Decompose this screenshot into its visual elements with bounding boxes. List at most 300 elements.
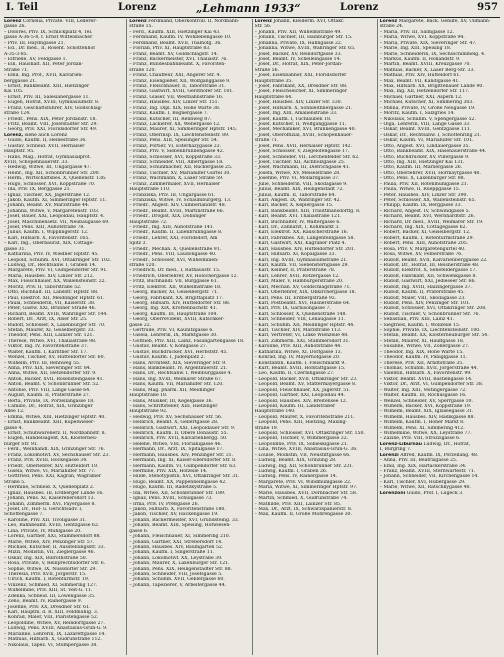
directory-entry: – Franz, Pens. XIII, Speisinger Str. 54. — [129, 138, 219, 144]
directory-entry: – Mathilde, Priv. XIII, Lainzer Str. 85. — [254, 501, 342, 507]
directory-entry: – Johann, Pens. XI, Kaiserebersdorf 13. — [4, 496, 95, 502]
directory-entry: – Rosa, Priv. V, Margaretengürtel 40. — [379, 246, 466, 252]
part-label: I. Teil — [6, 2, 38, 13]
directory-entry: – Leopold, Fleischhauer, XX, Jägerstr. 51. — [254, 387, 351, 393]
directory-entry: – Georg, Oberrevident, XVIII, Kutschker- — [129, 317, 225, 323]
directory-entry: – Hans, Bankbeamt. IV, Argentinierstr. 21. — [129, 366, 228, 371]
directory-entry: – Ernst, Schuhwarenerz. II, Nordbahnstr. 8. — [4, 431, 107, 437]
directory-entry: – Mathias, Priv. XIV, Hütteldorf 61. — [379, 73, 461, 79]
directory-entry: – Ludwig, Beamt. XIX, Grinzing 28. — [254, 458, 337, 464]
surname-right: Lorenz — [340, 2, 379, 13]
directory-entry: – Hedwig, Witwe, III, Ungargasse 47. — [4, 165, 92, 171]
directory-entry: – Katharina, Witwe, XI, Dorfgasse 13. — [254, 349, 343, 355]
directory-entry: – Johann, Fleischhauer, XI, Simmering 210. — [129, 534, 231, 540]
directory-entry: – Wilhelm, Kaufm. I, Hoher Markt 8. — [379, 420, 465, 426]
directory-entry: Kai 105. — [4, 89, 24, 95]
directory-entry: – Heinrich, Gastwirt, XXI, Leopoldauer Str. 9. — [129, 425, 236, 431]
directory-entry: – Ignaz, Pens. XVIII, Schulgasse 73. — [129, 496, 213, 502]
directory-entry: – Leopold, Bäcker, XVII, Ottakringer Str. 23. — [254, 376, 358, 382]
directory-entry: – Josef, Kutscher, II, Wolfganggasse 11. — [254, 122, 347, 128]
directory-entry: – Vinzenz, Schmied, XI, Simmering 127. — [4, 582, 98, 588]
directory-entry: – Ernst, Bankbeamt. XIII, Kupelwieser- — [4, 420, 95, 426]
directory-entry: – Ludwig, Kaufm. I, Graben 26. — [254, 469, 328, 475]
directory-entry: – Karl, Fabrikbes. XII, Längenfeldgasse 58. — [254, 235, 355, 241]
directory-entry: – Paul, Elektrot. XII, Meidlinger Hptstr. 61. — [4, 295, 105, 301]
directory-entry: – Julius, Beamt. XIX, Heiligenstadt 72. — [254, 187, 344, 193]
directory-entry: Hauptstr. 95. — [4, 149, 35, 155]
header-rule — [4, 17, 500, 18]
directory-entry: – Gustav, Beamt. V, Kohlgasse 27. — [129, 344, 208, 350]
directory-entry: – Marie, Hausbes. XVII, Dornbacher Str. 58. — [254, 490, 358, 496]
directory-entry: – Marianne, Lehrerin, IX, Lazarettgasse 14. — [4, 631, 106, 637]
directory-entry: – Georg, Hilfsarb. XIV, Hütteldorfer Str. 88. — [129, 300, 231, 306]
directory-entry: – Johann, Priv. XII, Wilhelmstraße 49. — [254, 29, 342, 35]
directory-entry: – Paula, Witwe, II, Rueppgasse 15. — [379, 187, 461, 193]
directory-entry: – Karl, Vertreter, VI, Linke Wienzeile 48. — [254, 333, 349, 339]
directory-entry: – Franz, Bundesbahnbeamt. X, Favoriten- — [129, 62, 226, 68]
directory-entry: – Josef, Ing. XIII, Amalienstraße 33. — [254, 111, 338, 117]
directory-entry: – Mathias, Bäcker, X, Laaer Berg-Str. 33. — [379, 67, 475, 73]
directory-entry: – Richard, Angest. IV, Schwindgasse 5. — [379, 208, 471, 214]
directory-entry: – Eugen, Handelsagent, XX, Klosterneu- — [4, 436, 98, 442]
directory-entry: – Leopoldine, Priv. IX, Sobieskigasse 21. — [254, 441, 349, 447]
directory-entry: – Rudolf, Gastwirt, XXI, Jedleseer Str. 66. — [379, 279, 476, 285]
directory-entry: – Fritz, Elektrot. XII, Wilhelmstraße 18. — [129, 284, 222, 290]
directory-entry: – Franz, Lackierer, XX, Webergasse 12. — [129, 122, 221, 128]
directory-entry: – Antonie, Priv. VIII, Lange Gasse 64. — [4, 387, 91, 393]
directory-entry: – Leopold, Schuhm. XVI, Ottakringer Str. 102. — [4, 257, 112, 263]
directory-entry: – Margarete, Priv. VI, Gumpendorfer Str. 91. — [4, 268, 108, 274]
directory-entry: – Hans, Architekt, XIX, Sieveringer Str. 9. — [129, 360, 227, 366]
directory-entry: – Karl, Kellner, II, Praterstraße 78. — [254, 268, 336, 274]
directory-entry: – Michael, Kutscher, II, Ausstellungsstr. 33. — [4, 544, 106, 550]
directory-entry: – Maria, Hausbes. XIV, Linzer Str. 212. — [4, 273, 95, 279]
directory-entry: – Zdenka, Schneid. III, Löwengasse 35. — [4, 593, 96, 599]
directory-entry: – Johann, Schuhm. XVII, Geblergasse 60. — [129, 577, 225, 583]
directory-entry: – Franz, Schlosser, XVI, Koppstraße 33. — [129, 154, 222, 160]
directory-entry: – Richard, Ing. XIX, Cottagegasse 62. — [379, 225, 467, 231]
directory-entry: – Marie, Ing. XIII, Speising 18. — [379, 46, 452, 52]
directory-entry: – Valentin, Hilfsarb. X, Favoritenstr. 99. — [379, 371, 472, 377]
column-2 — [126, 19, 249, 655]
directory-entry: – Theodor, Ing. XIX, Hohe Warte 15. — [379, 349, 464, 355]
directory-entry: – Max, Hilfsarb. XX, Brigittenauer Lände 90. — [379, 84, 484, 90]
directory-entry: – Jakob, Tischler, XV, Hackengasse 19. — [129, 512, 219, 518]
directory-entry: – Karl, Gastwirt, XXI, Kagraner Platz 4. — [254, 241, 347, 247]
directory-entry: – Josef, Dr., Hof- u. Gerichtsadv. I, — [4, 506, 83, 512]
directory-entry: – Sophie, Private, IX, Liechtensteinstr. 100. — [379, 328, 481, 334]
directory-entry: – Franz, Wachmann, X, Laaer Straße 59. — [129, 176, 224, 182]
directory-entry: – Rosa, Witwe, XV, Felberstraße 76. — [379, 252, 463, 258]
directory-entry: – Susanne, Witwe, VII, Zollergasse 27. — [379, 344, 470, 350]
directory-entry: – Camillo, Dr., Hofrat, XIX, Grinzinger — [4, 403, 93, 409]
directory-entry: – Florian, Priv. XI, Hauptstraße 83. — [129, 46, 211, 52]
directory-entry: – Franz, Geschäftsführer, XIV, Goldschlag- — [4, 105, 103, 111]
directory-entry: – Karoline, Priv. XIII, Auhofstraße 44. — [254, 344, 342, 350]
directory-entry: – Karoline, Priv. XII, Tivoligasse 31. — [4, 517, 87, 523]
directory-entry: – Walter, Kaufm. III, Rochusgasse 16. — [379, 393, 467, 399]
directory-entry: – Louise, Modistin, VII, Neustiftgasse 66. — [254, 452, 351, 458]
directory-entry: gasse 26. — [4, 24, 26, 30]
directory-entry: – Josef, Pens. XVII, Hernalser Hptstr. 142. — [254, 143, 353, 149]
directory-entry: straße 120. — [129, 262, 156, 268]
directory-entry: XVIII, Schopenhauerstr. 33. — [4, 159, 69, 165]
directory-entry: – Franz, Kutscher, III, Rennweg 87. — [129, 116, 212, 122]
directory-entry: – Robert, Kaufm. I, Rotenturmstraße 29. — [379, 235, 474, 241]
directory-entry: – Hans, Mag., Hofrat, Gymnasialprof. — [4, 154, 91, 160]
directory-entry: – Rudolf, Beamt. XVII, Kalvarienberggasse 22. — [379, 257, 488, 263]
directory-entry: – Josef, Fleischselcher, XI, Simmeringer — [254, 89, 348, 95]
directory-entry: – Johann, Bäckermeister, XVI, Grundsteing. 33. — [129, 517, 240, 523]
directory-entry: – Maria, Private, XIX, Sieveringer Str. 47. — [379, 40, 477, 46]
directory-entry: – Leopold, Schlosser, XVI, Ottakringer Str. 150. — [254, 431, 365, 437]
directory-entry: – Dolores, Priv. IX, Schlickplatz 4, Tel. — [4, 29, 93, 35]
directory-entry: – Sebastian, Priv. XIII, Lainz 41. — [379, 317, 455, 323]
directory-entry: – Franz, Schuhmacher, XII, Ruckergasse 25. — [129, 165, 233, 171]
directory-entry: – Franziska, Priv. III, Ungargasse 61. — [129, 192, 216, 198]
directory-entry: – Rudolf, Maler, VIII, Skodagasse 23. — [379, 295, 466, 301]
directory-entry: – Hans, Musiker, III, Kegelgasse 36. — [129, 398, 213, 404]
directory-entry: – Gottlieb, Priv. XIII, Lainz, Fasangartengasse 18. — [129, 338, 245, 344]
directory-entry: Lorenz Johann, Kleiderm. XVI, Ottakr. — [254, 19, 345, 24]
directory-entry: – Otto, Angest. XVI, Lindauergasse 35. — [379, 143, 470, 149]
directory-entry: – Stefan, Maurer, XI, Geiselbergstr. 33. — [4, 328, 96, 334]
directory-entry: – Johann, Maurer, X, Laxenburger Str. 121. — [129, 561, 230, 567]
directory-entry: – Hugo, Schlosser, XVI, Koppstraße 70. — [4, 181, 96, 187]
directory-entry: – Richard, Beamt. XVI, Wernhardtstr. 26. — [379, 214, 476, 220]
directory-entry: – Olga, Lehrerin, VIII, Lange Gasse 33. — [379, 122, 471, 128]
directory-entry: – Max, Dr., Arzt, IX, Schwarzspanierstr. 8. — [254, 506, 353, 512]
column-3 — [252, 19, 375, 655]
directory-entry: – Hermann, Ing. XI, Kaiser-Ebersdorfer Str. 8. — [129, 458, 237, 464]
directory-entry: – Ludwig, Pens. IV, Rainergasse 14. — [254, 474, 338, 480]
directory-entry: – Wilhelmine, Priv. XIII, St. Veit-G. 11. — [4, 588, 93, 594]
directory-entry: – Marie, Schneiderin, IX, Sechsschimmelg. 4. — [379, 51, 486, 57]
directory-entry: – Moritz, Kaufm. I, Salzgries 14. — [379, 111, 455, 117]
directory-entry: Hauptstraße 110. — [129, 187, 171, 193]
directory-entry: – Friedr., Pens. VIII, Laudongasse 40. — [129, 252, 217, 258]
directory-entry: – Heinrich, Beamt. X, Gellertgasse 28. — [129, 420, 219, 426]
directory-entry: – Hermine, Schneid. X, Quellenplatz 2. — [4, 485, 95, 491]
directory-entry: – Ferd., Kaufm. XIII, Hietzinger Kai 43. — [129, 29, 221, 35]
directory-entry: – Oskar, Dr., Rechtsanw. I, Schottenring 21. — [379, 132, 482, 138]
directory-entry: – Johann, Tischler, III, Hainburger Str. 15. — [254, 35, 353, 41]
directory-entry: – Richard, Beamt. XVIII, Währinger Str. 144. — [4, 311, 108, 317]
directory-entry: – Karl, Angest. IX, Währinger Str. 42. — [254, 197, 341, 203]
directory-entry: – Irma, Priv. IV, Preßgasse 26. — [129, 501, 199, 507]
directory-entry: – Rudolf, Kaufm. II, Praterstraße 45. — [379, 290, 465, 296]
directory-entry: – Leopold, Tischler, V, Wimmergasse 32. — [254, 436, 349, 442]
directory-entry: – Sophie, Witwe, IX, Nussdorfer Str. 29. — [4, 566, 97, 572]
directory-entry: gasse 6. — [129, 528, 149, 534]
directory-entry: Str. 56. — [254, 24, 272, 30]
directory-entry: – Paula, Schneiderin, VII, Kaiserstr. 38. — [4, 300, 96, 306]
directory-entry: – Josef, Pens. XIII, Auhofstraße 78. — [4, 225, 85, 231]
directory-entry: – Ernst, Priv. III, Salesianergasse 11. — [4, 94, 90, 100]
directory-entry: – Josef, Oberoffizial, XVIII, Schopenhauer- — [254, 132, 353, 138]
directory-entry: – Franz, Gastwirt, XVIII, Gersthofer Str. 101. — [129, 89, 234, 95]
directory-entry: – Karl, Priv. IX, Garnisongasse 7. — [254, 306, 331, 312]
directory-entry: – Guido, Kaufm. II, Heinestraße 36. — [4, 138, 87, 144]
directory-entry: burger Str. 91. — [4, 441, 39, 447]
directory-entry: – Karl, Tischler, XVI, Hubergasse 29. — [379, 479, 466, 485]
directory-entry: – Paula, Priv. XII, Rotenmühlgasse 21. — [379, 181, 469, 187]
directory-entry: – Jakob, Kaufm. XI, Simmeringer Hptstr. 11. — [4, 197, 107, 203]
directory-entry: Lorenz Margarete, Bäck. Gehilfe, XV, Ullmann- — [379, 19, 491, 24]
directory-entry: – Konrad, Ing. IV, Mayerhofgasse 20. — [254, 355, 341, 361]
directory-entry: – Karl, Postbeamt. XVI, Hasnerstraße 64. — [254, 300, 351, 306]
directory-entry: – Hermann, Dr., Arzt, IX, Spitalgasse 17. — [129, 447, 224, 453]
directory-entry: – Leo, Bahnbeamt. XVIII, Gentzgasse 62. — [4, 523, 100, 529]
directory-entry: – Friedr., Kaufm. II, Lilienbrunngasse 8. — [129, 230, 223, 236]
directory-entry: – Rudolf, Tischler, V, Schönbrunner Str. 76. — [379, 311, 480, 317]
directory-entry: – Rudolf, Fabrikant, XII, Schwenkgasse 8. — [379, 273, 477, 279]
directory-entry: – Hans, Dr., Rechtsanw. I, Weihburggasse 4. — [129, 371, 232, 377]
directory-entry: – Zäzilie, Priv. VIII, Strozzigasse 6. — [379, 436, 461, 442]
directory-entry: – Franz, Beamt. XVIII, Sternwartestr. 71. — [379, 469, 476, 475]
directory-entry: – Priv. III, Haydngasse 21. — [4, 40, 65, 46]
directory-entry: – Josef, Schlosser, V, Ziegelofengasse 17. — [254, 149, 350, 155]
directory-entry: – Theodor, Pens. XIII, Lainzer Str. 121. — [4, 333, 94, 339]
directory-entry: – Josef, Eisenbahner, XXI, Floridsdorfer — [254, 73, 347, 79]
directory-entry: – Josef, Bäcker, XV, Reindorfgasse 33. — [254, 51, 342, 57]
directory-entry: – Wilhelm, Hausbes. XIV, Hadikgasse 88. — [379, 414, 475, 420]
directory-entry: – Ernst, Bankbeamt. XIII, Hietzinger — [4, 84, 90, 90]
directory-entry: – Josefine, Priv. XX, Dresdner Str. 61. — [4, 604, 91, 610]
directory-entry: – Wenzel, Tischler, XV, Hütteldorfer Str. 60. — [4, 355, 105, 361]
directory-entry: – Max, Fleischhauer, XX, Wallensteinstr. 22. — [4, 279, 107, 285]
directory-entry: – Johann, Beamt. XIII, Speising, Hofwiesen- — [129, 523, 231, 529]
directory-entry: – Johann, Hausbes. XIV, Baumgarten 52. — [129, 544, 224, 550]
directory-entry: – Oskar, Ing. XIX, Billrothstraße 50. — [4, 555, 88, 561]
directory-entry: – Karl, Hilfsarb. X, Favoritenstr. 165. — [4, 235, 90, 241]
directory-entry: – Max, Ing. XII, Hetzendorfer Str. 117. — [379, 89, 470, 95]
directory-entry: – Rudolf, Dr., Hofrat, III, Reisnerstraße 48. — [379, 262, 480, 268]
directory-entry: – Otto, Kaufm. III, Marxergasse 26. — [379, 165, 463, 171]
directory-entry: – Johann, Zimmerm. XVI, Payergasse 8. — [4, 501, 96, 507]
directory-entry: – Stefan, Maurer, XI, Hauffgasse 18. — [379, 338, 465, 344]
directory-entry: – Walter, Kaufm. I, Kärntner Str. 17. — [4, 349, 88, 355]
directory-entry: Schottengasse 7. — [4, 512, 44, 518]
directory-entry: – Maria, Witwe, XVI, Koppstraße 94. — [379, 35, 465, 41]
directory-entry: – Konstantin, Kaufm. I, Fleischmarkt 9. — [254, 360, 346, 366]
directory-entry: – Hugo, Beamt. XX, Pappenheimgasse 42. — [129, 479, 227, 485]
directory-entry: – Rosa, Private, V, Reinprechtsdorfer Str. 6. — [4, 561, 106, 567]
directory-entry: – Ludwig, Ing. XII, Schönbrunner Str. 231. — [254, 463, 354, 469]
directory-entry: Hauptstraße 35. — [254, 78, 293, 84]
directory-entry: – Franz, Eisengießer, XII, Wolfganggasse 9. — [129, 78, 231, 84]
directory-entry: – Gisela, Lehrerin, IX, Marktgasse 30. — [129, 333, 218, 339]
directory-entry: – Lina, Private, IV, Mühlgasse 20. — [4, 528, 82, 534]
directory-entry: – Karl, Kaufm. VII, Siebensterngasse 29. — [254, 262, 349, 268]
directory-entry: – Philipp, Kaufm. IX, Berggasse 33. — [379, 203, 462, 209]
directory-entry: – Michael, Gärtner, XXI, Aspern 12. — [379, 94, 463, 100]
directory-entry: – Leopold, Kaufm. III, Landstraßer — [254, 403, 336, 409]
directory-entry: – Friedrich, Dr. med., I, Rathausstr. 15. — [129, 268, 221, 274]
directory-entry: – Josef, Wachmann, III, Dietrichgasse 41. — [254, 165, 351, 171]
directory-entry: – Friedr., Drogist, XIX, Döblinger — [129, 214, 207, 220]
directory-entry: – Lina, Witwe, XVIII, Anastasius-Grün-G. 36. — [254, 447, 358, 453]
directory-entry: – Leo, Kaufm. II, Czerningasse 27. — [254, 371, 335, 377]
directory-entry: – Wenzel, Schneider, XV, Sperrgasse 10. — [379, 398, 473, 404]
directory-entry: – Marie, Witwe, XII, Ratschkygasse 40. — [379, 485, 471, 491]
directory-entry: – Ludwig, Dr., Rechtsanw. I, Graben 14. — [4, 262, 97, 268]
directory-entry: – Wilhelm, Beamt. XIX, Iglaseegasse 31. — [379, 409, 474, 415]
directory-entry: straße 15. — [129, 24, 153, 30]
directory-entry: – Nikolaus, Tapez. VI, Stumpergasse 38. — [4, 642, 98, 648]
directory-entry: – Peter, Schlosser, XX, Wallensteinstr. 65. — [379, 197, 476, 203]
directory-entry: – Katharina, Priv. IV, Wiedner Hptstr. 45. — [4, 252, 99, 258]
directory-entry: – Wilhelm, Pens. XI, Simmering 412. — [379, 425, 465, 431]
directory-entry: – Stefan, Beamt. XX, Klosterneuburger Str. 54. — [379, 333, 489, 339]
surname-left: Lorenz — [118, 2, 157, 13]
directory-entry: – Ferdinand, Beamt. XVII, Thalhofg. 36. — [129, 40, 222, 46]
directory-entry: – Max, Beamt. VII, Kandlgasse 41. — [379, 78, 460, 84]
directory-entry: – Karl, Oberlehrer, XIX, Obkirchergasse 18. — [254, 290, 357, 296]
directory-entry: – Karl, Schlosser, X, Quellenstraße 148. — [254, 311, 347, 317]
directory-entry: – Johann, Tapezierer, V, Arbeitergasse 44. — [129, 582, 227, 588]
directory-entry: – Helene, Witwe, VIII, Florianigasse 46. — [129, 441, 222, 447]
directory-entry: – Kurt, Beamt. XVIII, Hofstattgasse 15. — [254, 366, 346, 371]
directory-entry: – Gustav, Kaufm. I, Judenplatz 2. — [129, 355, 206, 361]
directory-entry: – Konrad, Maler, VIII, Piaristengasse 52. — [4, 615, 99, 621]
directory-entry: – Josef, Fabrikant, XX, Dresdner Str. 88. — [254, 84, 348, 90]
column-1 — [4, 19, 124, 655]
directory-entry: – Julius, Kaufm. I, Wipplingerstr. 12. — [4, 230, 89, 236]
directory-entry: – Friedr., Oberlehrer, XIV, Hütteldorf 19. — [4, 463, 99, 469]
directory-entry: straße 24. — [379, 24, 404, 30]
directory-entry: – Johann, Beamt. XV, Märzstraße 44. — [4, 203, 90, 209]
directory-entry: Lorenz, siehe auch Lorenz — [4, 132, 68, 138]
directory-entry: – Franz, Chauffeur, XXI, Angerer Str. 4. — [129, 73, 221, 79]
directory-entry: Lorenzoni Guido, Prof. I, Lugeck 3. — [379, 490, 464, 496]
directory-entry: berggasse 21. — [4, 78, 37, 84]
directory-entry: – Josef, Beamt. IV, Schelleingasse 14. — [254, 56, 341, 62]
directory-entry: – Gottfried, Pens. XXI, Kagran, Wagramer — [4, 474, 102, 480]
directory-entry: – Otto, Pens. X, Laxenburger Str. 88. — [379, 176, 466, 182]
directory-entry: – Franz, Priv. XVIII, Hockegasse 34. — [4, 458, 88, 464]
directory-entry: – Hans, Schriftsteller, XIII, Hietzinger — [129, 403, 218, 409]
directory-entry: – Franz, Bäckermeister, XVI, Thaliastr. 76. — [129, 56, 228, 62]
directory-entry: Lorenz Cornelia, Private. VIII, Lederer- — [4, 19, 97, 24]
directory-entry: – Josefine, Priv. VI, Mollardgasse 37. — [254, 176, 340, 182]
directory-title: „Lehmann 1933“ — [196, 2, 301, 15]
directory-entry: – Leopold, Beamt. XV, Stättermayergasse 8. — [254, 382, 357, 388]
directory-entry: – Max, Kaufm. II, Große Mohrengasse 30. — [254, 512, 352, 518]
directory-entry: – Ludwig, Pens. XVIII, Anastasius-Grün-G. 9. — [4, 626, 108, 632]
directory-entry: – Friedr., Pens. XIX, Peter Jordanstr. 18. — [4, 116, 97, 122]
directory-entry: – Martin, Schmied, X, Gudrunstraße 74. — [254, 496, 348, 502]
directory-entry: – Julie, Schneiderin, VIII, Skodagasse 9. — [254, 181, 348, 187]
directory-entry: – Viktor, Beamt. XVIII, Bastiengasse 14. — [379, 376, 473, 382]
directory-entry: – Karl, Beamt. XVI, Thaliastraße 121. — [254, 214, 342, 220]
directory-entry: straße 120. — [129, 67, 156, 73]
directory-entry: – Johann, Lokomotivf. XX, Leystraße 39. — [129, 555, 223, 561]
page-number: 957 — [477, 2, 498, 13]
directory-entry: – Josefa, Witwe, XV, Meiselstraße 28. — [254, 170, 341, 176]
directory-entry: – Johanna, Private, IX, Hahngasse 22. — [254, 40, 343, 46]
directory-entry: – Franz, Glaser, VII, Westbahnstraße 16. — [129, 94, 224, 100]
directory-entry: – Ulrich, Kaufm. I, Rotenturmstr. 19. — [4, 577, 90, 583]
directory-entry: – Franz, Oberinsp. IX, Liechtensteinstr. 89. — [129, 132, 230, 138]
directory-entry: – Robert, Bäcker, XI, Geiselbergstr. 12. — [379, 230, 471, 236]
directory-entry: – Gisela, Witwe, VI, Mariahilfer Str. 77. — [4, 469, 96, 475]
directory-entry: I, Burgring 7. — [379, 447, 412, 453]
directory-entry: – Michael, Kutscher, XI, Simmering 303. — [379, 100, 474, 106]
directory-entry: Hauptstraße 64. — [254, 94, 293, 100]
directory-entry: – Gustav, Schneid. XVII, Hernalser — [4, 143, 85, 149]
directory-entry: – Karl, Bankbeamt. XIII, Trauttmansdorffg. 8. — [254, 208, 361, 214]
directory-entry: straße 19. — [254, 425, 279, 431]
directory-entry: – Heinr., Ing. XII, Schönbrunner Str. 200. — [4, 170, 101, 176]
directory-entry: – Karl, Tischler, XIV, Märzstraße 113. — [254, 328, 342, 334]
directory-entry: – Karl, Hauptm. d. R. XIII, Feldmühlg. 3. — [4, 609, 99, 615]
directory-entry: Hauptstraße 72. — [129, 219, 168, 225]
directory-entry: – Johann, Schneider, VIII, Josefsgasse 5. — [129, 572, 223, 578]
directory-entry: – Ferd., Weinhändl. XIX, Grinzinger Str. 76. — [4, 447, 106, 453]
directory-entry: – Ignaz, Tischler, XX, Jägerstraße 12. — [4, 192, 91, 198]
directory-entry: – Fritz, Beamt. VIII, Josefstädter Str. 29. — [4, 122, 98, 128]
directory-entry: gasse 31. — [4, 246, 26, 252]
directory-entry: – Maria, Witwe, XI, Simmeringer Hptstr. 97. — [254, 485, 358, 491]
directory-entry: – Friedr., Lehrer, XXI, Floridsdorf, Am — [129, 235, 218, 241]
directory-entry: – Gustav, Buchdrucker, XVI, Herbststr. 45. — [129, 349, 228, 355]
directory-entry: A-35-3-85. — [4, 51, 29, 57]
directory-entry: – Thomas, Schuhm. XVII, Jörgerstraße 44. — [379, 366, 479, 371]
directory-entry: – Leopoldine, Witwe, XV, Reindorfgasse 27. — [4, 620, 105, 626]
directory-entry: – Robert, Pens. XIII, Auhofstraße 205. — [379, 241, 469, 247]
directory-entry: – Josef, Mechaniker, XVI, Brunnengasse 40. — [254, 127, 356, 133]
directory-entry: – Franz, Maurer, XI, Simmeringer Hptstr. 145. — [129, 127, 238, 133]
directory-entry: – Anton, Beamt. V, Schönbrunner Str. 52. — [4, 382, 100, 388]
running-header — [0, 2, 504, 18]
directory-entry: – Minna, Private, IV, Große Neugasse 19. — [379, 105, 476, 111]
directory-entry: – Friedr., Angest. XIV, Cumberlandstr. 48. — [129, 203, 227, 209]
directory-entry: – Berta, Private, IX, Porzellangasse 18. — [4, 398, 95, 404]
directory-entry: Allee 12. — [4, 409, 25, 415]
directory-entry: – Markus, Kaufm. II, Hollandstr. 9. — [379, 56, 461, 62]
directory-entry: – Karl, Schuhm. XII, Meidlinger Hptstr. 44. — [254, 322, 355, 328]
directory-entry: – Franz, Fleischhauer, II, Taborstraße 31. — [129, 84, 226, 90]
directory-entry: – Georg, Bäcker, XI, Geiselbergstr. 71. — [129, 290, 219, 296]
directory-entry: – Josef, Maschinensetz. VII, Neubaugasse 69. — [4, 219, 110, 225]
directory-entry: – Georg, Fabrikant, XX, Brigittaplatz 17. — [129, 295, 224, 301]
directory-entry: Hauptstraße 18. — [129, 393, 168, 399]
directory-entry: – Hilde, Stenotypistin, XVI, Ottakringer Str. 31. — [129, 474, 240, 480]
directory-entry: – Hans, Mag. pharm. XII, Meidlinger — [129, 387, 215, 393]
directory-entry: – Franz, Zimmermaler, XVII, Hernalser — [129, 181, 221, 187]
directory-entry: – Karl, Buchhalter, IV, Waltergasse 6. — [254, 219, 341, 225]
directory-entry: – Anna, Priv. III, Beatrixgasse 25. — [379, 458, 458, 464]
directory-entry: – Emil, Ing. XIX, Hartäckerstraße 34. — [379, 463, 467, 469]
directory-entry: – Karl, Schneider, VIII, Lenaugasse 11. — [254, 317, 346, 323]
directory-entry: – Josef, Tischler, XII, Aichholzgasse 25. — [254, 159, 346, 165]
directory-entry: – Karl, Elektrot. XX, Rauscherstraße 16. — [254, 230, 349, 236]
directory-entry: – Marie, Witwe, XIV, Penzinger Str. 57. — [4, 539, 95, 545]
directory-entry: – Otto, Buchhalt. III, Landstr. Hptstr. 88. — [4, 290, 99, 296]
directory-entry: – Anna, Priv. XIX, Sieveringer Str. 84. — [4, 366, 92, 371]
directory-entry: – Franz, Schneider, VIII, Albertgasse 18. — [129, 159, 224, 165]
directory-entry: – Johann, Kaufm. I, Singerstraße 11. — [129, 550, 215, 556]
directory-entry: – Leopold, Hausbes. XIV, Breitensee 12. — [254, 398, 348, 404]
directory-entry: – Otto, Bankbeamt. XIX, Hasenauerstraße 44. — [379, 149, 487, 155]
directory-entry: Spitz 3. — [129, 241, 147, 247]
directory-entry: – Therese, Witwe, XVI, Thaliastraße 98. — [4, 338, 97, 344]
directory-entry: Hauptstraße 140. — [254, 409, 296, 415]
directory-entry: – Karl, Ing. XVIII, Gymnasiumstraße 21. — [254, 257, 348, 263]
directory-entry: – Otto, Oberlehrer, XVII, Hormayrgasse 48. — [379, 170, 481, 176]
directory-entry: – Hans, Kaufm. VII, Mariahilfer Str. 120. — [129, 382, 224, 388]
